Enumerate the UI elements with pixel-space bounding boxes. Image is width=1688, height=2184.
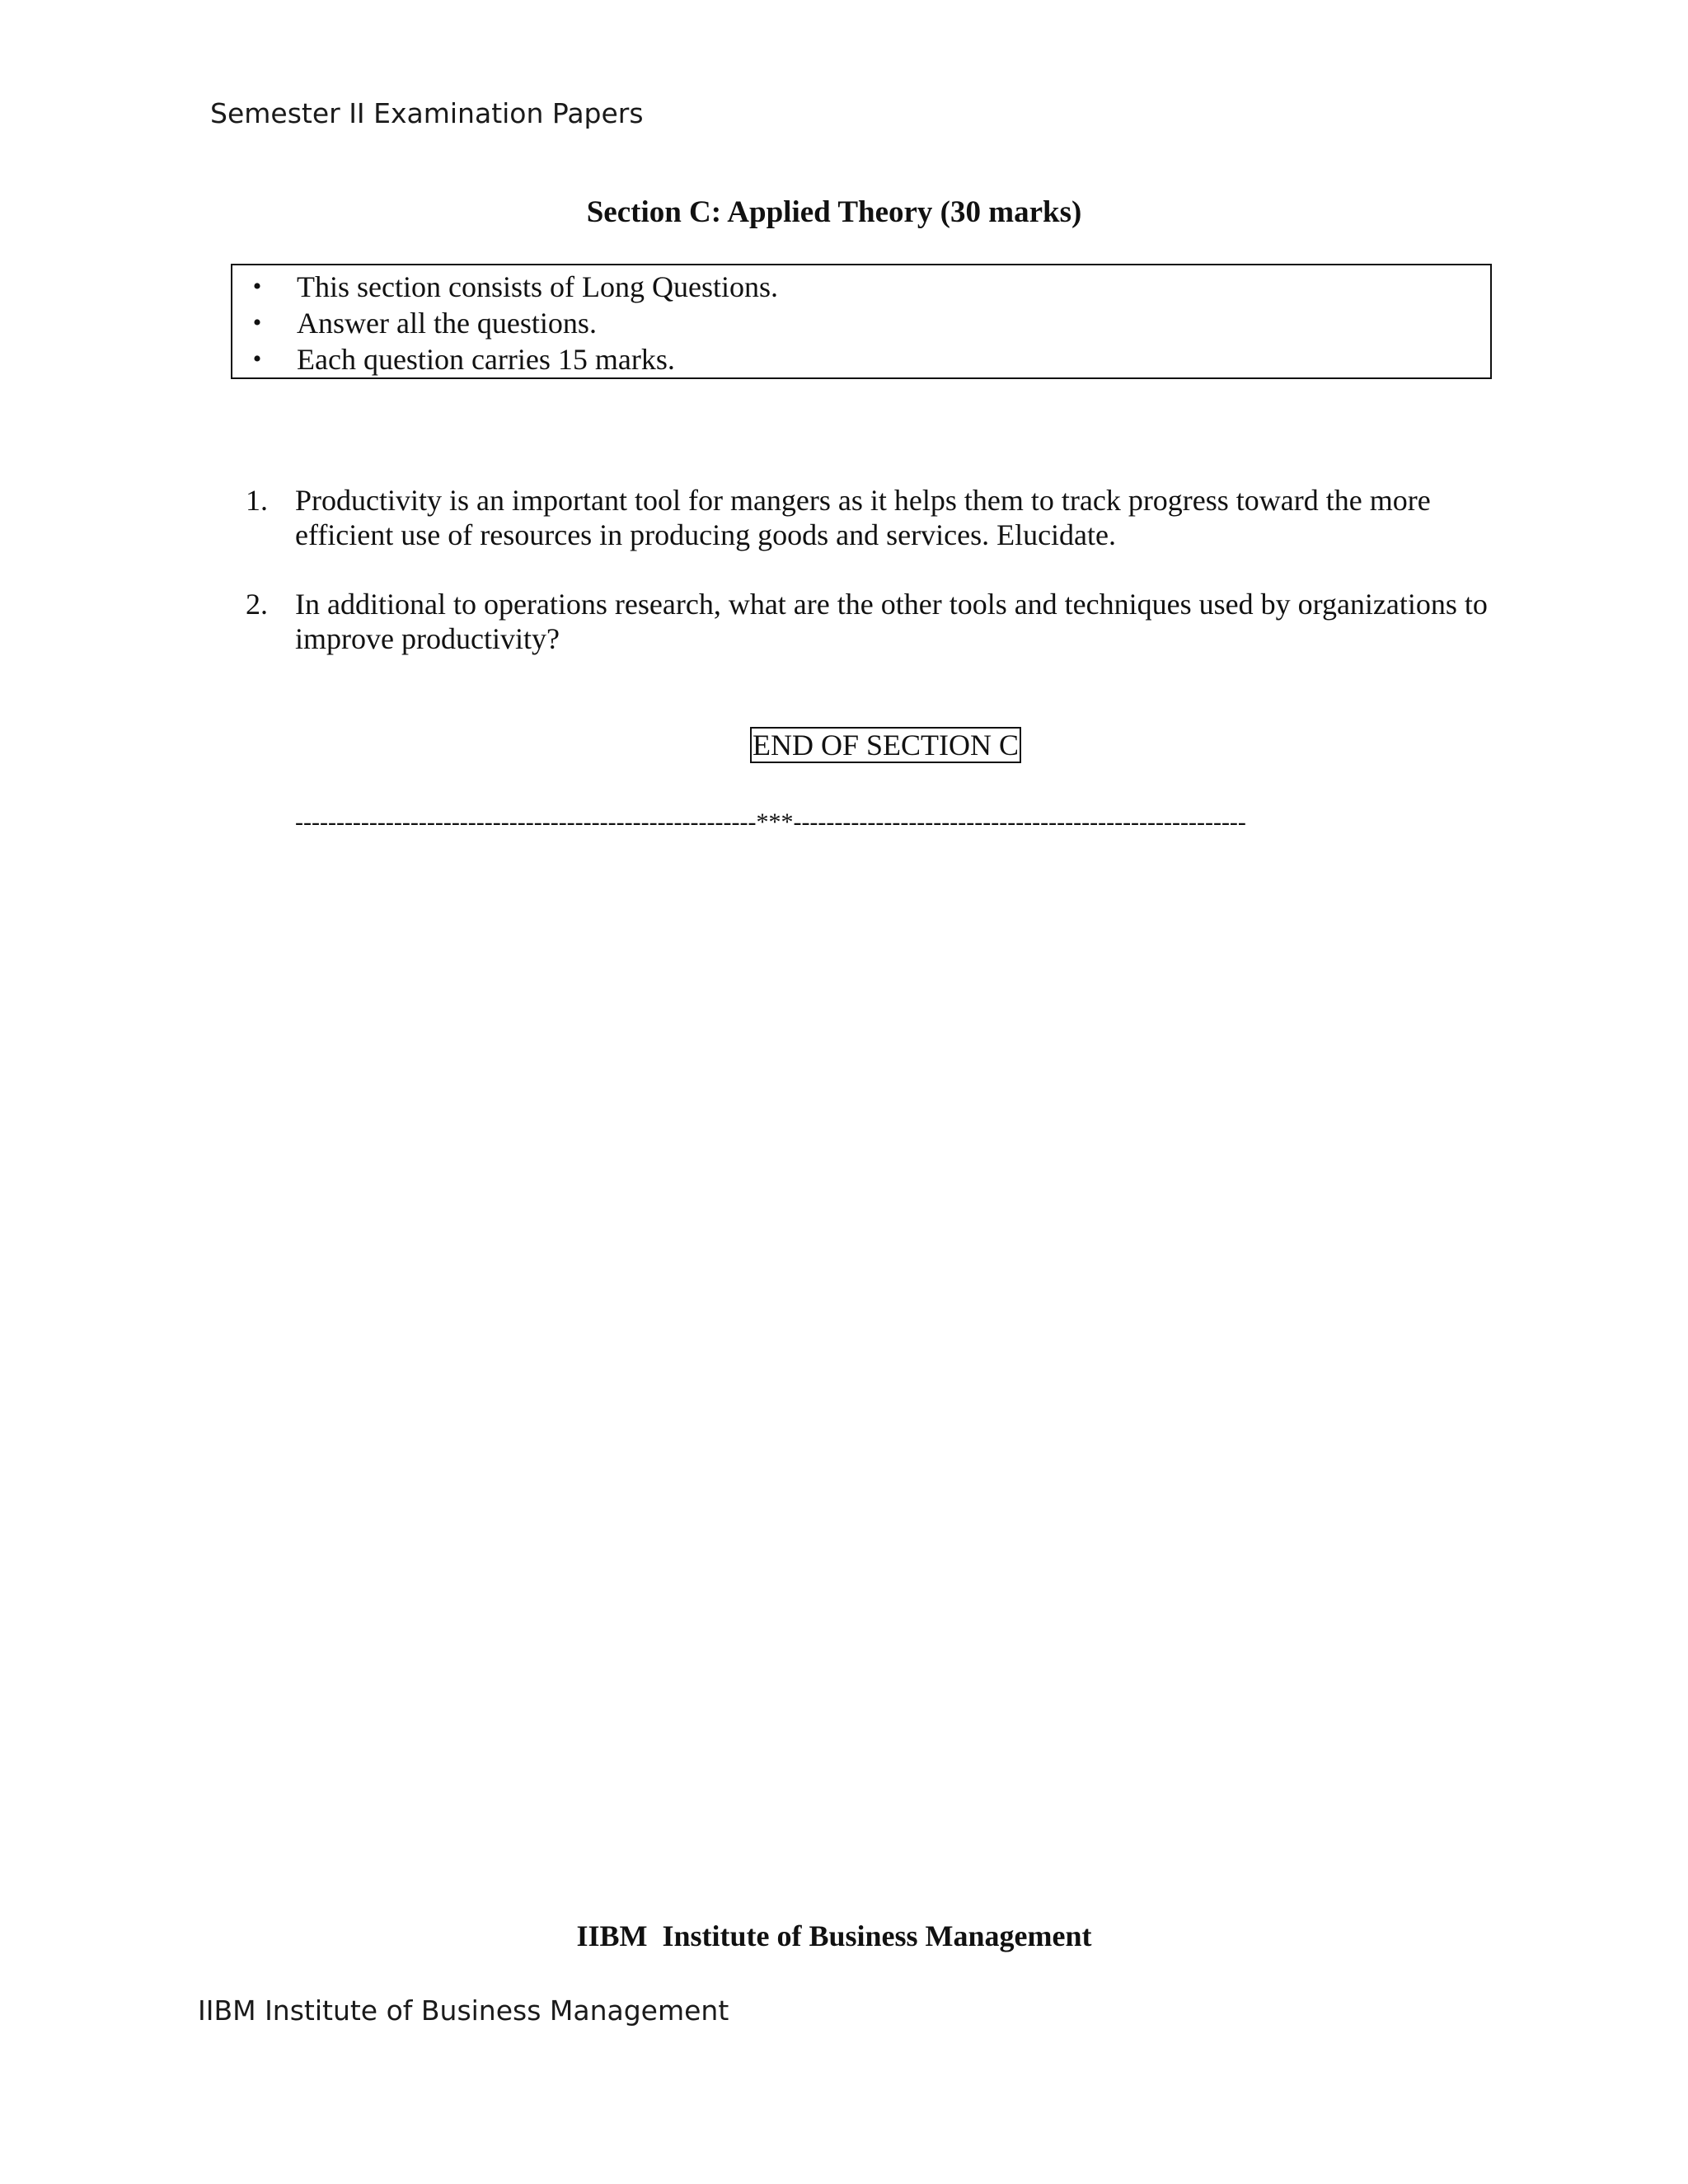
instructions-box bbox=[231, 264, 1492, 379]
bullet-icon: • bbox=[252, 309, 262, 336]
divider-line: --------------------------------------------------------***------------------------------------------------------- bbox=[295, 808, 1246, 836]
footer-institute-title: IIBM Institute of Business Management bbox=[576, 1919, 1092, 1952]
instruction-text: Each question carries 15 marks. bbox=[297, 343, 675, 376]
section-title: Section C: Applied Theory (30 marks) bbox=[586, 195, 1082, 229]
bullet-icon: • bbox=[252, 345, 262, 373]
question-text: In additional to operations research, what are the other tools and techniques used by organizations to improve productivity? bbox=[295, 588, 1488, 655]
page-footer: IIBM Institute of Business Management bbox=[198, 1994, 729, 2027]
question-item bbox=[246, 483, 1498, 552]
page-header: Semester II Examination Papers bbox=[210, 97, 644, 129]
question-number: 2. bbox=[246, 588, 268, 621]
bullet-icon: • bbox=[252, 273, 262, 300]
question-number: 1. bbox=[246, 484, 268, 517]
question-item bbox=[246, 587, 1498, 656]
question-text: Productivity is an important tool for mangers as it helps them to track progress toward the more efficient use of resources in producing goods and services. Elucidate. bbox=[295, 484, 1431, 551]
end-of-section-marker: END OF SECTION C bbox=[750, 727, 1021, 763]
instruction-text: This section consists of Long Questions. bbox=[297, 270, 778, 303]
instruction-text: Answer all the questions. bbox=[297, 307, 597, 340]
